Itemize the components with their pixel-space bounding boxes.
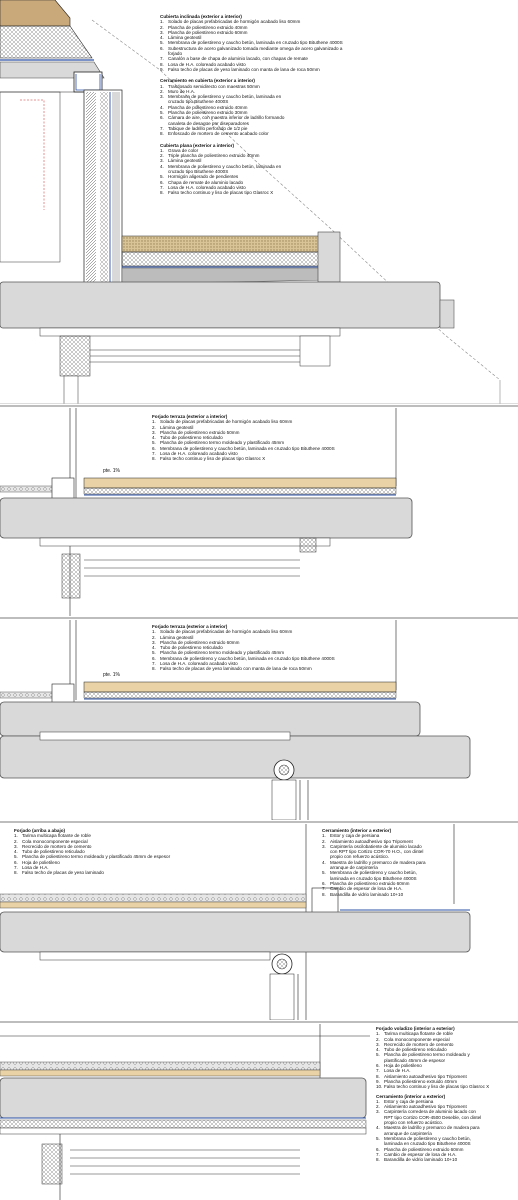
note-item: 1. Tarima multicapa flotante de roble xyxy=(14,833,91,839)
note-item: 7. Losa de H.A. xyxy=(14,865,49,871)
note-list xyxy=(160,19,390,72)
parapet-insulation xyxy=(100,92,108,292)
note-item: 3. Plancha de poliestireno extruido 50mm xyxy=(152,429,240,435)
note-section-cantilever xyxy=(376,1026,516,1090)
cantilever-concrete-slab xyxy=(0,1078,366,1118)
note-item: 2. Cola monocomponente especial xyxy=(14,838,88,844)
note-item: 1. Grava de color xyxy=(160,147,199,153)
roof-notes xyxy=(160,14,390,196)
parapet-brick-leaf xyxy=(86,92,96,292)
floor-notes-left xyxy=(14,828,214,876)
detail-panel-terrace-1 xyxy=(0,408,518,616)
note-item: 1. Solado de placas prefabricadas de hormigón acabado liso 60mm xyxy=(152,629,293,635)
note-title: Cubierta inclinada (exterior a interior) xyxy=(160,14,242,19)
note-title: Cerramiento en cubierta (exterior a interior) xyxy=(160,78,255,84)
note-item: 3. Plancha de poliestireno extruido 60mm xyxy=(160,29,248,35)
cantilever-notes xyxy=(376,1026,516,1162)
note-item: 7. Losa de H.A. coloreado acabado visto xyxy=(152,661,238,667)
note-item: 8. Aislamiento autoadhesivo tipo Tripoment xyxy=(376,1073,467,1079)
note-item: laminada en cruzado tipo Bituthene 4000S xyxy=(384,1141,471,1147)
note-item: 3. Carpintería corredera de aluminio lacado con xyxy=(376,1109,476,1115)
note-item: 7. Cambio de espesor de losa de H.A. xyxy=(376,1151,457,1157)
note-item: 3. Recrecido de mortero de cemento xyxy=(14,843,92,849)
note-item: 10. Falso techo continuo y liso de placas tipo Glasroc X xyxy=(376,1084,490,1090)
note-item: 2. Plancha de poliestireno extruido 40mm xyxy=(160,24,248,30)
note-item: 7. Cambio de espesor de losa de H.A. xyxy=(322,886,403,892)
note-item: 3. Lámina geotextil xyxy=(160,158,202,164)
false-ceiling xyxy=(40,538,330,546)
note-item: 9. Plancha poliestireno extruido 40mm xyxy=(376,1078,458,1084)
note-title: Forjado terraza (exterior a interior) xyxy=(152,624,228,629)
slope-label: pte. 1% xyxy=(103,468,120,474)
note-item: 5. Hormigón aligerado de pendientes xyxy=(160,174,239,180)
detail-panel-cantilever xyxy=(0,1024,518,1200)
note-list xyxy=(152,629,372,671)
detail-panel-roof xyxy=(0,0,518,404)
lower-concrete-slab xyxy=(0,736,470,778)
note-item: 4. Tubo de poliestireno reticulado xyxy=(376,1047,447,1053)
flat-roof-insulation xyxy=(122,252,328,266)
floor-concrete-slab xyxy=(0,912,470,952)
floor-notes-right xyxy=(322,828,462,897)
upstand-wall xyxy=(318,232,340,282)
slope-label: pte. 1% xyxy=(103,672,120,678)
note-item: 6. Cámara de aire, con maestra inferior de ladrillo formando xyxy=(160,115,285,121)
terrace-notes-1 xyxy=(152,414,372,462)
detail-panel-terrace-2 xyxy=(0,620,518,820)
note-title: Cerramiento (interior a exterior) xyxy=(322,828,392,833)
panel-separator xyxy=(0,405,518,407)
note-item: 5. Plancha de poliestireno termo moldeado y plastificado 45mm xyxy=(152,440,285,446)
note-item: 1. Tarima multicapa flotante de roble xyxy=(376,1031,453,1037)
note-item: 6. Chapa de remate de aluminio lacado xyxy=(160,179,244,185)
note-item: 4. Maestra de ladrillo y premarco de madera para xyxy=(376,1125,480,1131)
note-item: 2. Triple plancha de poliestireno extruido 40mm xyxy=(160,153,260,159)
window-frame-lower xyxy=(270,974,294,1020)
note-item: 8. Losa de H.A. coloreado acabado visto xyxy=(160,61,246,67)
gravel-layer xyxy=(122,236,328,252)
panel-separator xyxy=(0,821,518,823)
panel-separator xyxy=(0,1021,518,1023)
note-item: 4. Tubo de poliestireno reticulado xyxy=(152,435,223,441)
note-item: 3. Membrana de poliestireno y caucho betún, laminada en xyxy=(160,94,282,100)
note-item: 7. Tabique de ladrillo perforado de 1/2 pie xyxy=(160,125,248,131)
note-item: plastificado 45mm de espesor xyxy=(384,1057,446,1063)
note-item: 5. Membrana de poliestireno y caucho betún, xyxy=(376,1135,471,1141)
note-item: 5. Membrana de poliestireno y caucho betún, xyxy=(322,870,417,876)
note-title: Cerramiento (interior a exterior) xyxy=(376,1093,446,1099)
window-frame-lower xyxy=(272,780,296,820)
slab-edge-step xyxy=(440,300,454,328)
note-list xyxy=(376,1031,516,1089)
note-item: 4. Tubo de poliestireno reticulado xyxy=(14,849,85,855)
note-item: 4. Lámina geotextil xyxy=(160,35,202,41)
note-item: 8. Barandilla de vidrio laminado 10+10 xyxy=(322,891,404,897)
main-concrete-slab xyxy=(0,282,440,328)
note-item: forjado xyxy=(168,51,183,57)
note-item: arranque de carpintería xyxy=(330,865,378,871)
note-item: 2. Aislamiento autoadhesivo tipo Tripoment xyxy=(376,1104,467,1110)
note-item: 5. Plancha de poliestireno extruido 30mm xyxy=(160,110,248,116)
note-item: propio con refuerzo acústico. xyxy=(330,854,389,860)
note-list xyxy=(160,148,390,196)
note-list xyxy=(322,833,462,897)
note-title: Cubierta plana (exterior a interior) xyxy=(160,142,235,148)
note-section-flat-roof xyxy=(160,143,390,196)
terrace-paving xyxy=(84,682,396,692)
note-item: 2. Lámina geotextil xyxy=(152,634,194,640)
note-item: 6. Hoja de polietileno xyxy=(14,859,60,865)
note-item: cruzado tipo Bituthene 4000S xyxy=(168,169,229,175)
note-item: laminada en cruzado tipo Bituthene 4000S xyxy=(330,875,417,881)
note-item: 4. Tubo de poliestireno reticulado xyxy=(152,645,223,651)
note-item: 5. Plancha de poliestireno termo moldeado y xyxy=(376,1052,470,1058)
note-list xyxy=(160,84,390,137)
note-item: 6. Plancha de poliestireno extruido 60mm xyxy=(376,1146,464,1152)
note-item: 3. Carpintería oscilobatiente de aluminio lacado xyxy=(322,843,422,849)
note-item: 2. Cola monocomponente especial xyxy=(376,1036,450,1042)
note-item: 1. Estor y caja de persiana xyxy=(322,833,380,839)
note-item: 1. Solado de placas prefabricadas de hormigón acabado liso 60mm xyxy=(160,19,301,25)
note-item: 2. Lámina geotextil xyxy=(152,424,194,430)
note-section-wall xyxy=(376,1094,516,1163)
note-item: 6. Hoja de polietileno xyxy=(376,1063,422,1069)
panel-separator xyxy=(0,617,518,619)
note-item: 7. Losa de H.A. coloreado acabado visto xyxy=(152,451,238,457)
note-item: 7. Losa de H.A. xyxy=(376,1068,411,1074)
note-item: propio con refuerzo acústico. xyxy=(384,1120,443,1126)
note-item: 5. Plancha de poliestireno termo moldeado y plastificado 45mm de espesor xyxy=(14,854,171,860)
false-ceiling xyxy=(40,328,340,336)
window-jamb xyxy=(42,1144,62,1184)
gutter-channel xyxy=(74,72,102,92)
note-item: 2. Muro de H.A. xyxy=(160,88,196,94)
terrace-concrete-slab xyxy=(0,498,412,538)
note-item: 8. Falso techo de placas de yeso laminado con manta de lana de roca 50mm xyxy=(152,666,312,672)
note-item: 4. Membrana de poliestireno y caucho betún, laminada en xyxy=(160,163,282,169)
terrace-notes-2 xyxy=(152,624,372,672)
note-item: 7. Losa de H.A. coloreado acabado visto xyxy=(160,184,246,190)
note-item: 4. Plancha de poliestireno extruido 40mm xyxy=(160,104,248,110)
roller-shutter-drum xyxy=(279,765,289,775)
note-section-pitched-roof xyxy=(160,14,390,72)
note-item: 1. Estor y caja de persiana xyxy=(376,1098,434,1104)
note-title: Forjado terraza (exterior a interior) xyxy=(152,414,228,419)
note-list xyxy=(376,1099,516,1163)
false-ceiling xyxy=(40,952,270,960)
roller-shutter-drum xyxy=(277,959,287,969)
note-item: 7. Canalón a base de chapa de aluminio lacado, con chapas de remate xyxy=(160,56,308,62)
note-item: 8. Falso techo de placas de yeso laminado xyxy=(14,870,104,876)
window-lintel xyxy=(60,336,90,376)
note-item: 4. Maestra de ladrillo y premarco de madera para xyxy=(322,859,426,865)
note-item: 5. Membrana de poliestireno y caucho betún, laminada en cruzado tipo Bituthene 4000S xyxy=(160,40,343,46)
note-item: cruzado tipo Bituthene 4000S xyxy=(168,99,229,105)
note-item: 3. Plancha de poliestireno extruido 60mm xyxy=(152,639,240,645)
note-item: canaleta de desagüe por diseparadores xyxy=(168,120,249,126)
note-item: 1. Solado de placas prefabricadas de hormigón acabado liso 60mm xyxy=(152,419,293,425)
note-item: 3. Recrecido de mortero de cemento xyxy=(376,1041,454,1047)
note-item: 8. Falso techo continuo y liso de placas tipo Glasroc X xyxy=(152,456,266,462)
note-item: 6. Membrana de poliestireno y caucho betún, laminada en cruzado tipo Bituthene 4000S xyxy=(152,445,335,451)
note-item: 1. Trasdosado semidirecto con maestras 50mm xyxy=(160,83,260,89)
note-section-roof-wall xyxy=(160,78,390,136)
floor-heating-layer xyxy=(0,1062,320,1070)
note-title: Forjado (arriba a abajo) xyxy=(14,828,66,833)
note-item: 9. Falso techo de placas de yeso laminado con manta de lana de roca 50mm xyxy=(160,66,320,72)
note-list xyxy=(14,833,214,875)
terrace-paving xyxy=(84,478,396,488)
false-ceiling xyxy=(40,732,290,740)
note-item: 6. Membrana de poliestireno y caucho betún, laminada en cruzado tipo Bituthene 4000S xyxy=(152,655,335,661)
note-item: 8. Enfoscado de mortero de cemento acabado color xyxy=(160,131,269,137)
note-item: RPT tipo Cortizo COR-4500 Deseble, con dintel xyxy=(384,1114,482,1120)
terrace-insulation xyxy=(84,692,396,698)
note-item: arranque de carpintería xyxy=(384,1130,432,1136)
interior-space xyxy=(0,92,60,262)
note-list xyxy=(152,419,372,461)
note-item: 5. Plancha de poliestireno termo moldeado y plastificado 45mm xyxy=(152,650,285,656)
soffit-false-ceiling xyxy=(0,1128,366,1134)
terrace-concrete-slab xyxy=(0,702,420,736)
oak-floor xyxy=(0,902,306,908)
note-item: 8. Falso techo continuo y liso de placas tipo Glasroc X xyxy=(160,190,274,196)
note-item: 6. Plancha de poliestireno extruido 60mm xyxy=(322,880,410,886)
note-item: 2. Aislamiento autoadhesivo tipo Tripoment xyxy=(322,838,413,844)
window-frame-right xyxy=(300,336,330,366)
note-item: 8. Barandilla de vidrio laminado 10+10 xyxy=(376,1157,458,1163)
oak-floor xyxy=(0,1070,320,1076)
window-lintel xyxy=(300,538,316,552)
note-item: 6. Subestructura de acero galvanizado tomada mediante omega de acero galvanizado a xyxy=(160,45,343,51)
soffit-insulation xyxy=(0,1120,366,1128)
floor-heating-layer xyxy=(0,894,306,902)
detail-panel-floor xyxy=(0,824,518,1020)
window-jamb xyxy=(62,554,80,598)
note-title: Forjado voladizo (interior a exterior) xyxy=(376,1026,455,1031)
note-item: con RPT tipo Cortizo COR-70 H.O., con dintel xyxy=(330,849,424,855)
terrace-insulation xyxy=(84,488,396,494)
window-mullion xyxy=(64,376,78,404)
parapet-concrete xyxy=(112,92,120,292)
